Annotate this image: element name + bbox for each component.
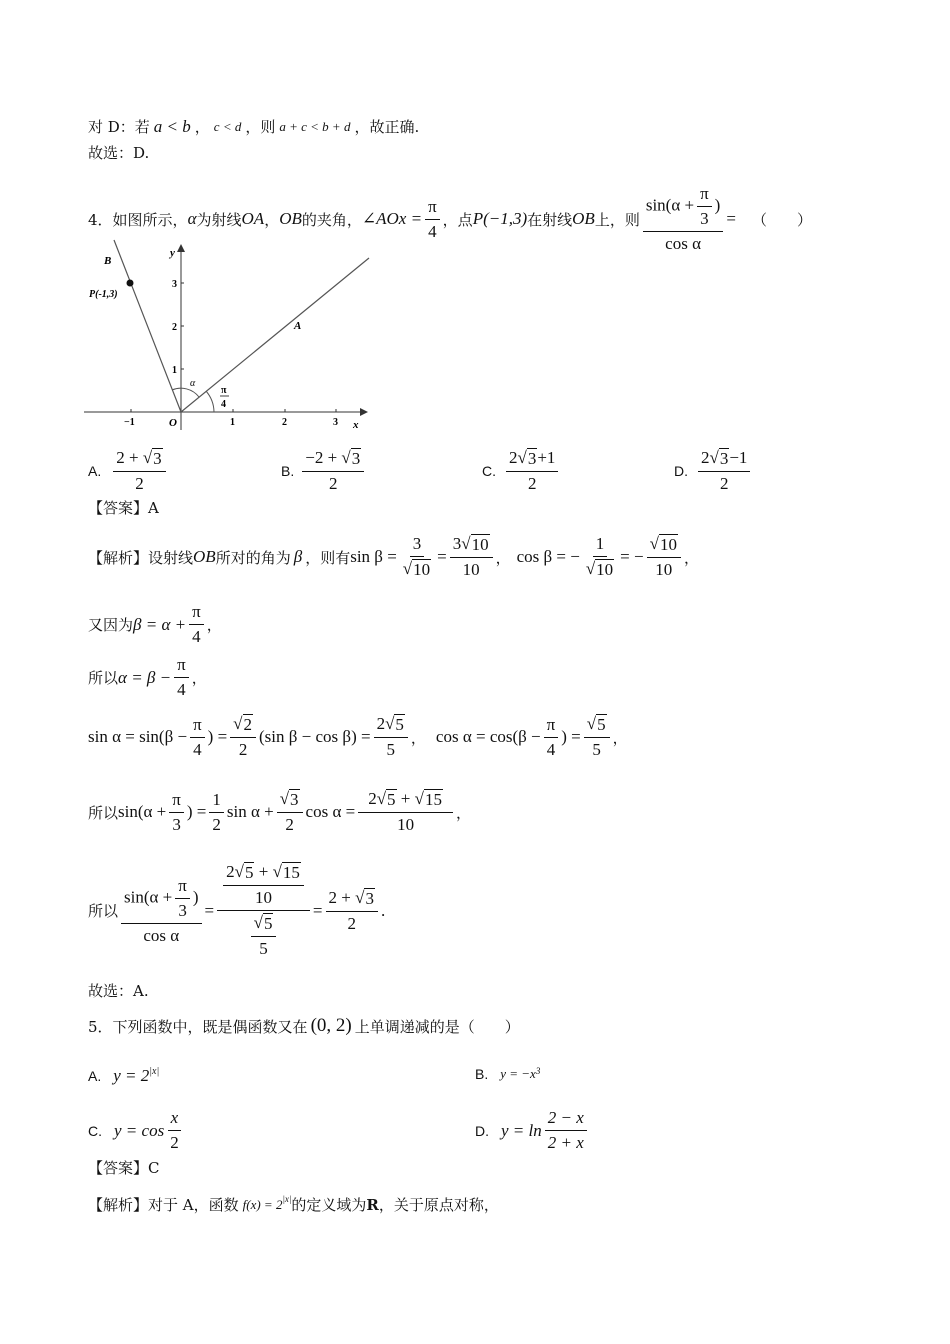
answer: 【答案】C bbox=[88, 1159, 160, 1177]
question-5 bbox=[88, 1015, 520, 1037]
analysis-line-3: 所以 α = β − $\frac{\pi}{4}$ ， bbox=[88, 655, 207, 699]
analysis-line-4: sin α = sin(β − $\frac{\pi}{4}$ ) = √ 2 2 (sin β − cos β) = 2 √ 5 5 ， cos α = cos(β − $\frac{\pi}{4}$ ) = √ 5 5 ， bbox=[88, 714, 628, 759]
fraction: $\frac{\pi}{4}$ bbox=[174, 655, 189, 700]
analysis-line-2: 又因为 β = α + $\frac{\pi}{4}$ ， bbox=[88, 602, 222, 646]
text: 如图所示， bbox=[112, 210, 188, 229]
label-b: B bbox=[104, 255, 112, 267]
label-o: O bbox=[169, 417, 177, 429]
fraction: 2 √ 5 + √ 15 10 bbox=[358, 789, 453, 835]
analysis-line-1: 【解析】 设射线 OB 所对的角为 β ，则有 sin β = 3 √ 10 = 3 √ 10 10 ， cos β = − 1 √ 10 = − √ 10 10 ， bbox=[88, 534, 699, 579]
math: y = ln bbox=[501, 1120, 542, 1140]
label-y: y bbox=[170, 247, 175, 259]
math: P(−1,3) bbox=[472, 209, 528, 228]
question-number: 5． bbox=[88, 1017, 113, 1036]
fraction: sin(α + $\frac{\pi}{3}$ ) cos α bbox=[121, 876, 202, 946]
math: = bbox=[726, 209, 736, 228]
fraction: 2 + √ 3 2 bbox=[113, 448, 165, 494]
math: c < d bbox=[213, 118, 242, 134]
option-b[interactable] bbox=[281, 448, 367, 494]
option-d[interactable] bbox=[674, 448, 753, 494]
x-axis-arrow bbox=[360, 408, 368, 416]
text: ，点 bbox=[442, 210, 473, 229]
fraction: $\frac{x}{2}$ bbox=[167, 1108, 182, 1153]
answer-blank: （ ） bbox=[751, 210, 812, 229]
exponent: 3 bbox=[535, 1066, 541, 1076]
math: OB bbox=[193, 547, 216, 566]
fraction: √ 5 5 bbox=[584, 714, 610, 760]
exponent: |x| bbox=[282, 1194, 292, 1204]
math: sin α = sin(β − bbox=[88, 727, 188, 746]
tick-x-3: 3 bbox=[333, 417, 338, 428]
text: ，关于原点对称， bbox=[378, 1196, 499, 1214]
ray-oa bbox=[181, 258, 369, 412]
label-alpha: α bbox=[190, 378, 196, 389]
math: OB bbox=[279, 209, 302, 228]
fraction: $\frac{\pi}{4}$ bbox=[544, 715, 559, 760]
option-label: B. bbox=[475, 1066, 489, 1082]
text: 为射线 bbox=[196, 210, 242, 229]
math: f(x) = 2 bbox=[242, 1196, 283, 1212]
math: cos α = cos(β − bbox=[435, 727, 541, 746]
option-label: D. bbox=[475, 1122, 489, 1139]
fraction: $\frac{\pi}{4}$ bbox=[189, 602, 204, 647]
tick-x-minus1: −1 bbox=[124, 417, 135, 428]
math: OB bbox=[572, 209, 595, 228]
math: R bbox=[366, 1195, 379, 1214]
fraction: √ 3 2 bbox=[277, 789, 303, 835]
option-c[interactable] bbox=[482, 448, 561, 494]
tick-y-2: 2 bbox=[172, 322, 177, 333]
q5-option-b[interactable] bbox=[475, 1066, 540, 1082]
option-label: B. bbox=[281, 463, 295, 479]
label-a: A bbox=[294, 320, 302, 332]
fraction: −2 + √ 3 2 bbox=[302, 448, 364, 494]
text: ，则有 bbox=[305, 548, 351, 567]
text: 对 D：若 bbox=[88, 118, 150, 136]
fraction-pi-4: $\frac{\pi}{4}$ bbox=[425, 197, 440, 242]
fraction: 2 √ 3 −1 2 bbox=[698, 448, 750, 494]
tick-x-2: 2 bbox=[282, 417, 287, 428]
label-4: 4 bbox=[221, 399, 226, 410]
option-label: C. bbox=[482, 463, 496, 479]
option-label: A. bbox=[88, 463, 102, 479]
fraction: √ 10 10 bbox=[647, 534, 681, 580]
analysis-label: 【解析】 bbox=[88, 548, 149, 567]
text: 的夹角， bbox=[301, 210, 362, 229]
text: 故选：A. bbox=[88, 982, 149, 1000]
math: ∠AOx = bbox=[361, 209, 423, 228]
text: 又因为 bbox=[88, 616, 134, 634]
text: 上，则 bbox=[594, 210, 640, 229]
fraction: 2 √ 5 + √ 15 10 √ 5 5 bbox=[217, 862, 310, 959]
fraction: 2 + √ 3 2 bbox=[326, 888, 378, 934]
math: a + c < b + d bbox=[279, 118, 351, 134]
math: a < b bbox=[153, 116, 191, 136]
ray-ob bbox=[114, 240, 181, 412]
tick-y-1: 1 bbox=[172, 365, 177, 376]
analysis-line-5: 所以 sin(α + $\frac{\pi}{3}$ ) = $\frac{1}{2}$ sin α + √ 3 2 cos α = 2 √ 5 + √ 15 10 ， bbox=[88, 789, 471, 834]
answer-5 bbox=[88, 1157, 159, 1178]
q5-option-a[interactable] bbox=[88, 1066, 159, 1086]
q5-option-c[interactable] bbox=[88, 1108, 185, 1153]
fraction: 1 √ 10 bbox=[585, 534, 614, 579]
text: 故选：D. bbox=[88, 144, 150, 162]
math: sin β = bbox=[350, 547, 397, 566]
d-option-analysis bbox=[88, 116, 419, 137]
text: 在射线 bbox=[527, 210, 573, 229]
question-number: 4． bbox=[88, 210, 113, 229]
angle-arc-pi4 bbox=[206, 391, 214, 412]
math: α = β − bbox=[118, 667, 172, 687]
text: 上单调递减的是（ ） bbox=[354, 1017, 520, 1036]
choose-a bbox=[88, 980, 149, 1001]
tick-x-1: 1 bbox=[230, 417, 235, 428]
fraction: 2 √ 3 +1 2 bbox=[506, 448, 558, 494]
text: 对于 A，函数 bbox=[148, 1196, 239, 1214]
text: 所以 bbox=[88, 669, 119, 687]
fraction: 3 √ 10 bbox=[402, 534, 431, 579]
point-p bbox=[127, 280, 134, 287]
tick-y-3: 3 bbox=[172, 279, 177, 290]
option-label: D. bbox=[674, 463, 688, 479]
answer-4 bbox=[88, 497, 159, 518]
label-p: P(-1,3) bbox=[89, 289, 118, 300]
exponent: |x| bbox=[149, 1066, 160, 1077]
math: sin(α + bbox=[118, 802, 167, 821]
q5-option-d[interactable] bbox=[475, 1108, 590, 1153]
option-label: C. bbox=[88, 1122, 102, 1139]
math: y = −x bbox=[500, 1066, 536, 1081]
text: ，则 bbox=[245, 118, 276, 136]
coordinate-figure bbox=[84, 238, 374, 434]
option-label: A. bbox=[88, 1068, 102, 1084]
math: α bbox=[187, 209, 197, 228]
fraction: $\frac{\pi}{4}$ bbox=[190, 715, 205, 760]
label-x: x bbox=[353, 419, 359, 431]
analysis-label: 【解析】 bbox=[88, 1196, 149, 1214]
math: y = 2 bbox=[113, 1066, 150, 1085]
answer: 【答案】A bbox=[88, 499, 159, 517]
y-axis-arrow bbox=[177, 244, 185, 252]
fraction-target: sin(α + $\frac{\pi}{3}$ ) cos α bbox=[643, 184, 724, 254]
fraction: $\frac{\pi}{3}$ bbox=[169, 790, 184, 835]
text: 设射线 bbox=[148, 548, 194, 567]
math: β = α + bbox=[133, 614, 187, 634]
text: ， bbox=[264, 210, 280, 229]
text: 所对的角为 bbox=[215, 548, 291, 567]
math: cos β = − bbox=[516, 547, 580, 566]
fraction: 2 √ 5 5 bbox=[374, 714, 408, 760]
math: OA bbox=[241, 209, 265, 228]
text: 所以 bbox=[88, 902, 119, 920]
fraction: $\frac{1}{2}$ bbox=[209, 790, 224, 835]
analysis-line-6: 所以 sin(α + $\frac{\pi}{3}$ ) cos α = 2 √ 5 + √ 15 10 √ 5 5 = 2 + √ 3 2 . bbox=[88, 862, 386, 958]
fraction: 3 √ 10 10 bbox=[450, 534, 493, 580]
text: ，故正确. bbox=[354, 118, 420, 136]
math: (0, 2) bbox=[310, 1015, 352, 1036]
choose-d bbox=[88, 142, 149, 163]
fraction: $\frac{2 - x}{2 + x}$ bbox=[545, 1108, 587, 1153]
text: 所以 bbox=[88, 803, 119, 822]
option-a[interactable] bbox=[88, 448, 169, 494]
math: y = cos bbox=[114, 1120, 165, 1140]
analysis2-line-1 bbox=[88, 1194, 499, 1215]
text: ， bbox=[194, 118, 210, 136]
label-pi: π bbox=[221, 385, 227, 396]
fraction: √ 2 2 bbox=[230, 714, 256, 760]
angle-arc-alpha bbox=[172, 388, 199, 397]
text: 的定义域为 bbox=[291, 1196, 367, 1214]
text: 下列函数中，既是偶函数又在 bbox=[112, 1017, 308, 1036]
